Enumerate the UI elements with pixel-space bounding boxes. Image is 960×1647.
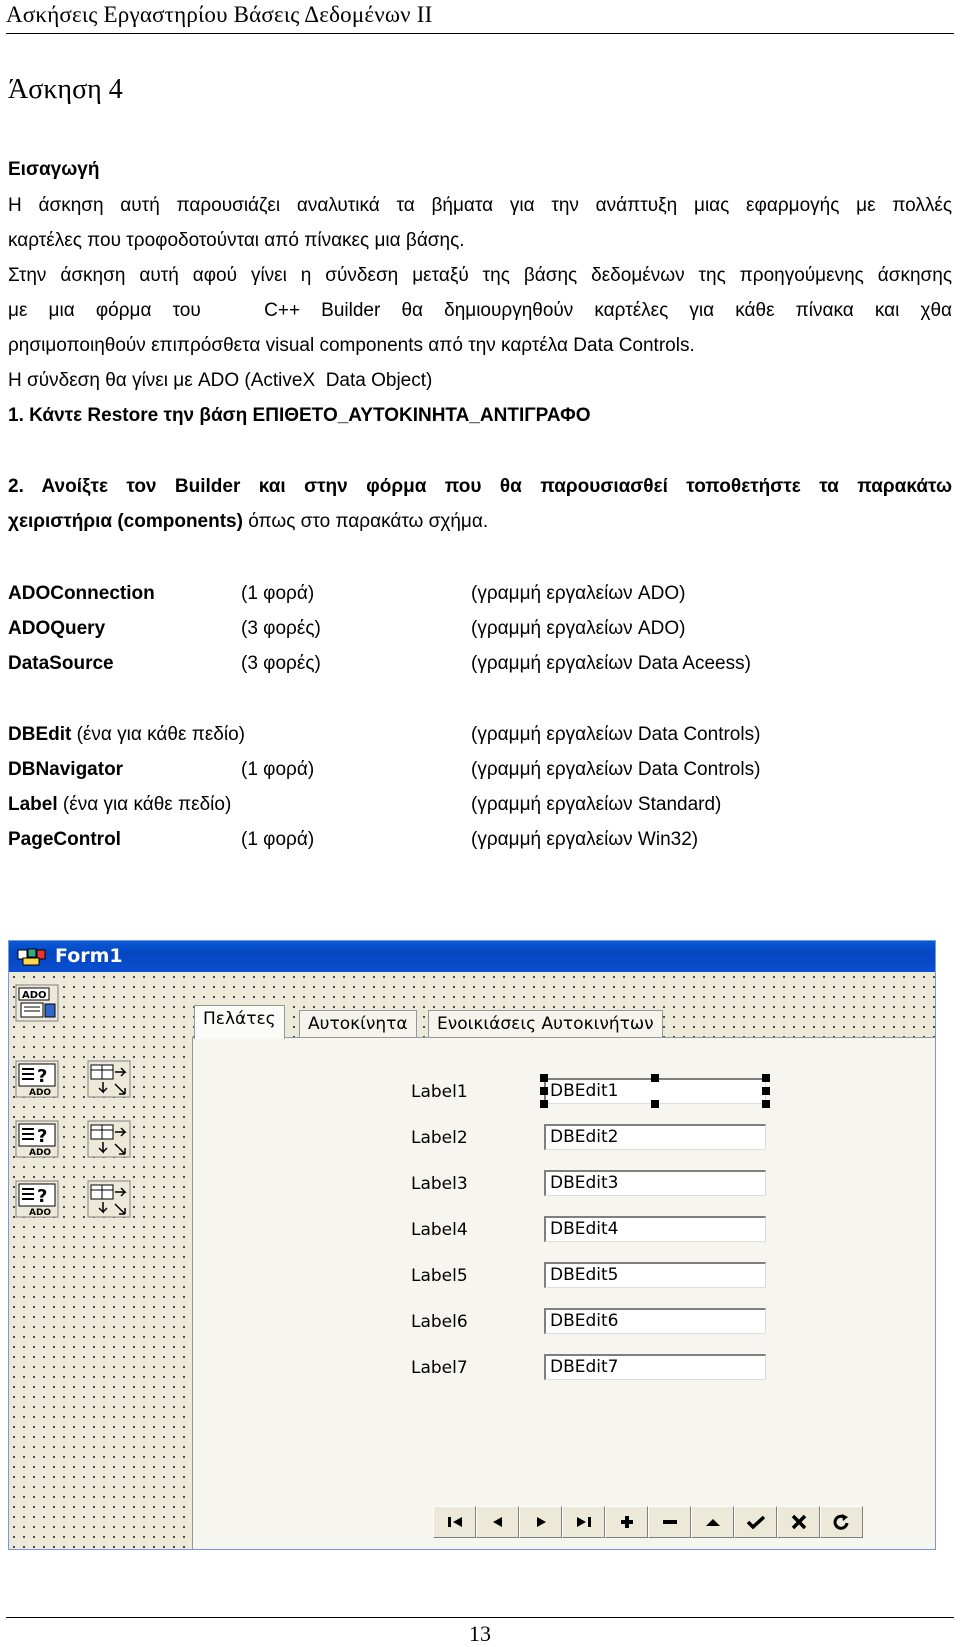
datasource-icon xyxy=(87,1120,133,1160)
component-count: (1 φορά) xyxy=(241,583,315,604)
svg-text:?: ? xyxy=(37,1126,48,1147)
adoconnection-icon xyxy=(15,984,61,1024)
intro-p3: Η σύνδεση θα γίνει με ADO (ActiveX Data Object) xyxy=(8,370,433,391)
prior-icon xyxy=(488,1515,508,1529)
adoquery-component[interactable] xyxy=(15,1180,63,1224)
dbedit-6[interactable]: DBEdit6 xyxy=(544,1308,766,1334)
adoconnection-component[interactable] xyxy=(15,984,63,1028)
component-name: ADOConnection xyxy=(8,583,155,604)
component-count: (1 φορά) xyxy=(241,829,315,850)
exercise-heading: Άσκηση 4 xyxy=(8,74,123,105)
page-header xyxy=(6,0,954,34)
form-titlebar[interactable] xyxy=(9,941,935,972)
form-window xyxy=(8,940,936,1550)
label-4: Label4 xyxy=(411,1220,468,1240)
svg-text:ADO: ADO xyxy=(22,990,47,1001)
svg-text:ADO: ADO xyxy=(29,1088,52,1098)
footer-divider xyxy=(6,1617,954,1618)
step1: 1. Κάντε Restore την βάση ΕΠΙΘΕΤΟ_ΑΥΤΟΚΙΝΗΤΑ_ΑΝΤΙΓΡΑΦΟ xyxy=(8,405,591,426)
component-name: ADOQuery xyxy=(8,618,106,639)
intro-title: Εισαγωγή xyxy=(8,159,100,180)
tab-car-rentals[interactable]: Ενοικιάσεις Αυτοκινήτων xyxy=(428,1010,663,1039)
component-name: DataSource xyxy=(8,653,114,674)
nav-first-button[interactable] xyxy=(433,1506,476,1538)
component-toolbar: (γραμμή εργαλείων ADO) xyxy=(471,618,686,639)
edit-icon xyxy=(703,1515,723,1529)
component-name: PageControl xyxy=(8,829,121,850)
post-icon xyxy=(746,1514,766,1530)
selection-handle[interactable] xyxy=(762,1087,770,1095)
label-2: Label2 xyxy=(411,1128,468,1148)
nav-cancel-button[interactable] xyxy=(777,1506,820,1538)
tab-customers[interactable]: Πελάτες xyxy=(194,1005,285,1039)
selection-handle[interactable] xyxy=(762,1074,770,1082)
next-icon xyxy=(531,1515,551,1529)
intro-p2-line1: Στην άσκηση αυτή αφού γίνει η σύνδεση μεταξύ της βάσης δεδομένων της προηγούμενης άσκησης xyxy=(8,265,952,286)
cancel-icon xyxy=(789,1514,809,1530)
page-number: 13 xyxy=(469,1621,491,1646)
refresh-icon xyxy=(832,1514,852,1530)
selection-handle[interactable] xyxy=(540,1074,548,1082)
component-toolbar: (γραμμή εργαλείων Data Controls) xyxy=(471,724,761,745)
selection-handle[interactable] xyxy=(651,1100,659,1108)
intro-p2-line3: ρησιμοποιηθούν επιπρόσθετα visual components από την καρτέλα Data Controls. xyxy=(8,335,695,356)
first-icon xyxy=(445,1515,465,1529)
intro-p2-line2: με μια φόρμα του C++ Builder θα δημιουργηθούν καρτέλες για κάθε πίνακα και χθα xyxy=(8,300,952,321)
nav-edit-button[interactable] xyxy=(691,1506,734,1538)
svg-text:ADO: ADO xyxy=(29,1148,52,1158)
last-icon xyxy=(574,1515,594,1529)
component-row xyxy=(8,723,245,747)
datasource-component[interactable] xyxy=(87,1180,135,1224)
selection-handle[interactable] xyxy=(762,1100,770,1108)
nav-next-button[interactable] xyxy=(519,1506,562,1538)
tab-page-customers xyxy=(192,1037,936,1550)
datasource-component[interactable] xyxy=(87,1060,135,1104)
component-toolbar: (γραμμή εργαλείων Data Controls) xyxy=(471,759,761,780)
svg-text:?: ? xyxy=(37,1186,48,1207)
adoquery-component[interactable] xyxy=(15,1060,63,1104)
dbedit-3[interactable]: DBEdit3 xyxy=(544,1170,766,1196)
form-title: Form1 xyxy=(55,945,123,967)
insert-icon xyxy=(617,1514,637,1530)
selection-handle[interactable] xyxy=(651,1074,659,1082)
label-5: Label5 xyxy=(411,1266,468,1286)
selection-handle[interactable] xyxy=(540,1100,548,1108)
db-navigator xyxy=(433,1506,871,1540)
component-name: DBEdit xyxy=(8,724,72,745)
component-toolbar: (γραμμή εργαλείων Win32) xyxy=(471,829,699,850)
datasource-component[interactable] xyxy=(87,1120,135,1164)
component-toolbar: (γραμμή εργαλείων ADO) xyxy=(471,583,686,604)
form-client-area xyxy=(9,972,935,1549)
component-name: DBNavigator xyxy=(8,759,124,780)
component-note: (ένα για κάθε πεδίο) xyxy=(71,724,245,745)
nav-prior-button[interactable] xyxy=(476,1506,519,1538)
component-name: Label xyxy=(8,794,58,815)
selection-handle[interactable] xyxy=(540,1087,548,1095)
intro-p1-line1: Η άσκηση αυτή παρουσιάζει αναλυτικά τα βήματα για την ανάπτυξη μιας εφαρμογής με πολλές xyxy=(8,195,952,216)
component-row xyxy=(8,793,231,817)
dbedit-4[interactable]: DBEdit4 xyxy=(544,1216,766,1242)
step2-line1: 2. Ανοίξτε τον Builder και στην φόρμα που θα παρουσιασθεί τοποθετήστε τα παρακάτω xyxy=(8,476,952,497)
step2-line2 xyxy=(8,510,488,534)
nav-refresh-button[interactable] xyxy=(820,1506,863,1538)
dbedit-2[interactable]: DBEdit2 xyxy=(544,1124,766,1150)
component-count: (3 φορές) xyxy=(241,653,321,674)
component-count: (3 φορές) xyxy=(241,618,321,639)
datasource-icon xyxy=(87,1180,133,1220)
tab-cars[interactable]: Αυτοκίνητα xyxy=(299,1010,417,1039)
nav-insert-button[interactable] xyxy=(605,1506,648,1538)
svg-text:ADO: ADO xyxy=(29,1208,52,1218)
header-title: Ασκήσεις Εργαστηρίου Βάσεις Δεδομένων ΙΙ xyxy=(6,2,433,27)
builder-app-icon xyxy=(17,947,47,967)
nav-last-button[interactable] xyxy=(562,1506,605,1538)
adoquery-icon xyxy=(15,1060,61,1100)
dbedit-1[interactable]: DBEdit1 xyxy=(544,1078,766,1104)
nav-post-button[interactable] xyxy=(734,1506,777,1538)
adoquery-component[interactable] xyxy=(15,1120,63,1164)
label-6: Label6 xyxy=(411,1312,468,1332)
svg-text:?: ? xyxy=(37,1066,48,1087)
datasource-icon xyxy=(87,1060,133,1100)
label-3: Label3 xyxy=(411,1174,468,1194)
component-count: (1 φορά) xyxy=(241,759,315,780)
component-toolbar: (γραμμή εργαλείων Standard) xyxy=(471,794,722,815)
step2-line2-rest: όπως στο παρακάτω σχήμα. xyxy=(242,511,489,532)
delete-icon xyxy=(660,1514,680,1530)
component-note: (ένα για κάθε πεδίο) xyxy=(57,794,232,815)
step2-line2-bold: χειριστήρια (components) xyxy=(8,511,243,532)
label-1: Label1 xyxy=(411,1082,468,1102)
component-toolbar: (γραμμή εργαλείων Data Aceess) xyxy=(471,653,751,674)
adoquery-icon xyxy=(15,1180,61,1220)
dbedit-5[interactable]: DBEdit5 xyxy=(544,1262,766,1288)
label-7: Label7 xyxy=(411,1358,468,1378)
adoquery-icon xyxy=(15,1120,61,1160)
dbedit-7[interactable]: DBEdit7 xyxy=(544,1354,766,1380)
nav-delete-button[interactable] xyxy=(648,1506,691,1538)
page-control xyxy=(192,1005,935,1549)
intro-p1-line2: καρτέλες που τροφοδοτούνται από πίνακες μια βάσης. xyxy=(8,230,465,251)
